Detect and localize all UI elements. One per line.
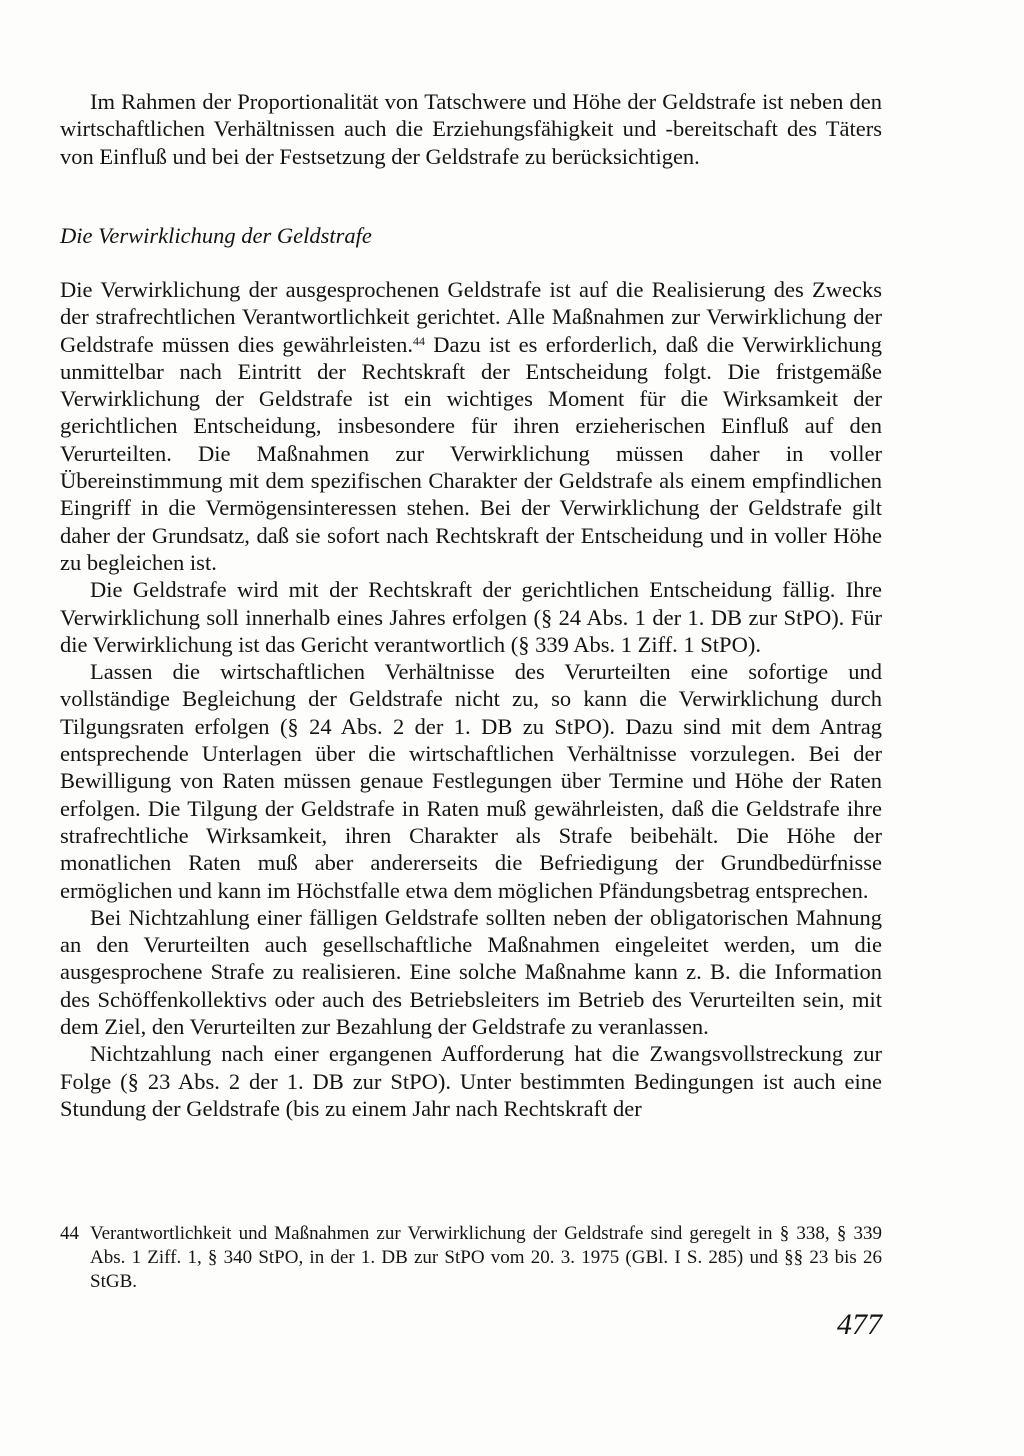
intro-paragraph: Im Rahmen der Proportionalität von Tatschwere und Höhe der Geldstrafe ist neben den wirtschaftlichen Verhältnissen auch die Erziehungsfähigkeit und -bereitschaft des Täters von Einfluß und bei der Festsetzung der Geldstrafe zu berücksichtigen. [60,89,882,169]
section-heading: Die Verwirklichung der Geldstrafe [60,223,372,248]
paragraph-4: Bei Nichtzahlung einer fälligen Geldstrafe sollten neben der obligatorischen Mahnung an den Verurteilten auch gesellschaftliche Maßnahmen eingeleitet werden, um die ausgesprochene Strafe zu realisieren. Eine solche Maßnahme kann z. B. die Information des Schöffenkollektivs oder auch des Betriebsleiters im Betrieb des Verurteilten sein, mit dem Ziel, den Verurteilten zur Bezahlung der Geldstrafe zu veranlassen. [60,904,882,1040]
paragraph-2: Die Geldstrafe wird mit der Rechtskraft der gerichtlichen Entscheidung fällig. Ihre Verwirklichung soll innerhalb eines Jahres erfolgen (§ 24 Abs. 1 der 1. DB zur StPO). Für die Verwirklichung ist das Gericht verantwortlich (§ 339 Abs. 1 Ziff. 1 StPO). [60,577,882,657]
section-text-block [60,276,882,1122]
paragraph-1 [60,276,882,576]
footnote-reference: 44 [412,333,425,348]
footnote-number: 44 [60,1223,79,1244]
footnote-text: Verantwortlichkeit und Maßnahmen zur Verwirklichung der Geldstrafe sind geregelt in § 338, § 339 Abs. 1 Ziff. 1, § 340 StPO, in der 1. DB zur StPO vom 20. 3. 1975 (GBl. I S. 285) und §§ 23 bis 26 StGB. [90,1223,882,1292]
paragraph-3: Lassen die wirtschaftlichen Verhältnisse des Verurteilten eine sofortige und vollständige Begleichung der Geldstrafe nicht zu, so kann die Verwirklichung durch Tilgungsraten erfolgen (§ 24 Abs. 2 der 1. DB zu StPO). Dazu sind mit dem Antrag entsprechende Unterlagen über die wirtschaftlichen Verhältnisse vorzulegen. Bei der Bewilligung von Raten müssen genaue Festlegungen über Termine und Höhe der Raten erfolgen. Die Tilgung der Geldstrafe in Raten muß gewährleisten, daß die Geldstrafe ihre strafrechtliche Wirksamkeit, ihren Charakter als Strafe beibehält. Die Höhe der monatlichen Raten muß aber andererseits die Befriedigung der Grundbedürfnisse ermöglichen und kann im Höchstfalle etwa dem möglichen Pfändungsbetrag entsprechen. [60,659,882,903]
page-number: 477 [837,1308,882,1341]
footnote [60,1222,882,1294]
paragraph-1-part-b: Dazu ist es erforderlich, daß die Verwirklichung unmittelbar nach Eintritt der Rechtskraft der Entscheidung folgt. Die fristgemäße Verwirklichung der Geldstrafe ist ein wichtiges Moment für die Wirksamkeit der gerichtlichen Entscheidung, insbesondere für ihren erzieherischen Einfluß auf den Verurteilten. Die Maßnahmen zur Verwirklichung müssen daher in voller Übereinstimmung mit dem spezifischen Charakter der Geldstrafe als einem empfindlichen Eingriff in die Vermögensinteressen stehen. Bei der Verwirklichung der Geldstrafe gilt daher der Grundsatz, daß sie sofort nach Rechtskraft der Entscheidung und in voller Höhe zu begleichen ist. [60,331,882,575]
intro-text-block [60,88,882,170]
paragraph-5: Nichtzahlung nach einer ergangenen Aufforderung hat die Zwangsvollstreckung zur Folge (§ 23 Abs. 2 der 1. DB zur StPO). Unter bestimmten Bedingungen ist auch eine Stundung der Geldstrafe (bis zu einem Jahr nach Rechtskraft der [60,1041,882,1121]
paragraph-1-part-a: Die Verwirklichung der ausgesprochenen Geldstrafe ist auf die Realisierung des Zwecks der strafrechtlichen Verantwortlichkeit gerichtet. Alle Maßnahmen zur Verwirklichung der Geldstrafe müssen dies gewährleisten. [60,277,882,357]
